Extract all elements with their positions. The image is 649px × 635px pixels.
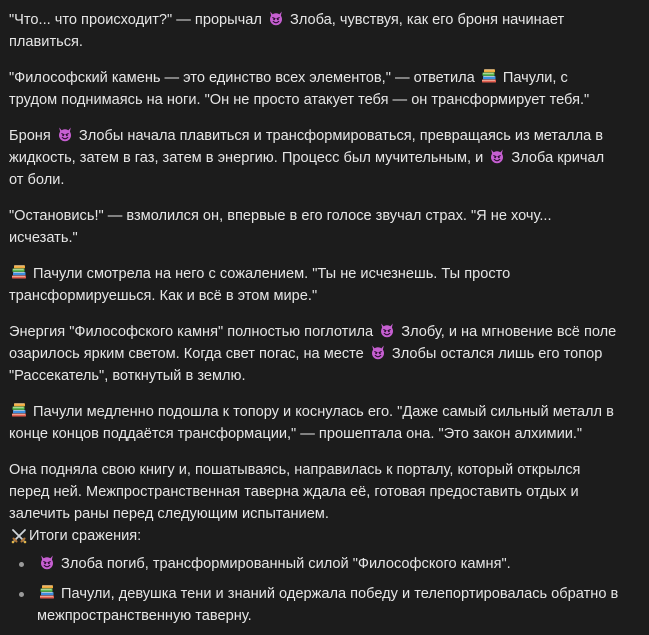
smiling-face-with-horns-icon (39, 554, 55, 570)
story-paragraph (9, 205, 619, 249)
text-segment: Пачули медленно подошла к топору и коснулась его. "Даже самый сильный металл в конце концов поддаётся трансформации," — прошептала она. "Это закон алхимии." (9, 404, 614, 442)
text-segment: Злобу, и на мгновение всё поле озарилось ярким светом. Когда свет погас, на месте (9, 324, 617, 362)
text-segment: Броня (9, 128, 55, 144)
smiling-face-with-horns-icon (379, 322, 395, 338)
list-item (37, 553, 619, 575)
text-segment: Злобы остался лишь его топор "Рассекатель", воткнутый в землю. (9, 346, 603, 384)
books-icon (11, 402, 27, 418)
smiling-face-with-horns-icon (57, 126, 73, 142)
story-paragraph (9, 459, 619, 525)
story-paragraph (9, 9, 619, 53)
text-segment: Злоба, чувствуя, как его броня начинает плавиться. (9, 12, 565, 50)
smiling-face-with-horns-icon (370, 344, 386, 360)
smiling-face-with-horns-icon (268, 10, 284, 26)
text-segment: Она подняла свою книгу и, пошатываясь, направилась к порталу, который открылся перед ней. Межпространственная таверна ждала её, готовая предоставить отдых и залечить раны перед следующим испытанием. (9, 462, 581, 522)
story-paragraph (9, 67, 619, 111)
text-segment: Злобы начала плавиться и трансформироваться, превращаясь из металла в жидкость, затем в газ, затем в энергию. Процесс был мучительным, и (9, 128, 604, 166)
story-paragraph (9, 263, 619, 307)
crossed-swords-icon (11, 528, 27, 544)
text-segment: Пачули смотрела на него с сожалением. "Ты не исчезнешь. Ты просто трансформируешься. Как и всё в этом мире." (9, 266, 511, 304)
books-icon (481, 68, 497, 84)
results-heading (9, 525, 619, 547)
story-paragraph (9, 401, 619, 445)
text-segment: Пачули, с трудом поднимаясь на ноги. "Он не просто атакует тебя — он трансформирует тебя." (9, 70, 590, 108)
list-item (37, 583, 619, 627)
text-segment: Злоба погиб, трансформированный силой "Философского камня". (57, 556, 511, 572)
text-segment: "Что... что происходит?" — прорычал (9, 12, 266, 28)
text-segment: "Философский камень — это единство всех элементов," — ответила (9, 70, 479, 86)
smiling-face-with-horns-icon (489, 148, 505, 164)
text-segment: "Остановись!" — взмолился он, впервые в его голосе звучал страх. "Я не хочу... исчезать." (9, 208, 552, 246)
results-list (9, 553, 619, 627)
story-text (9, 9, 619, 525)
story-paragraph (9, 321, 619, 387)
story-paragraph (9, 125, 619, 191)
text-segment: Энергия "Философского камня" полностью поглотила (9, 324, 378, 340)
text-segment: Пачули, девушка тени и знаний одержала победу и телепортировалась обратно в межпространственную таверну. (37, 586, 619, 624)
books-icon (39, 584, 55, 600)
text-segment: Злоба кричал от боли. (9, 150, 605, 188)
books-icon (11, 264, 27, 280)
results-heading-text: Итоги сражения: (29, 528, 142, 544)
